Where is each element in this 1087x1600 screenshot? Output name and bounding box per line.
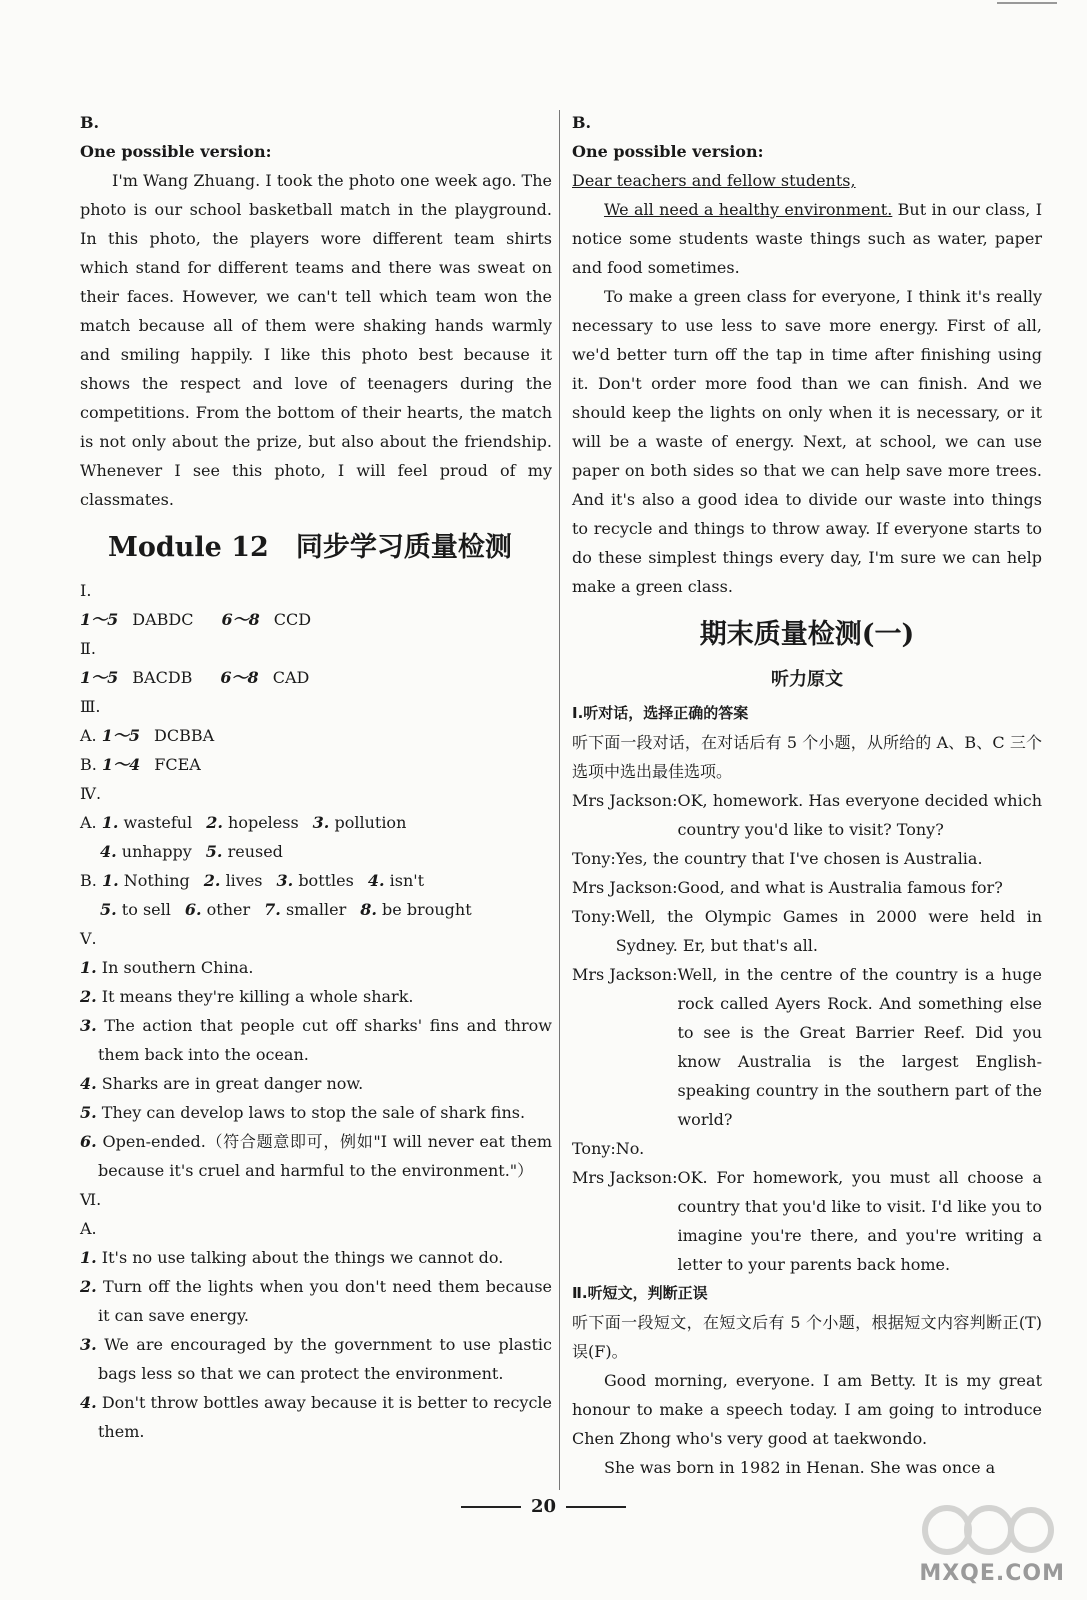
left-b-label: B. [80,113,100,132]
sentence-answer: Sharks are in great danger now. [101,1074,364,1093]
section-numeral: Ⅱ. [80,639,96,658]
section-1-instructions: 听下面一段对话，在对话后有 5 个小题，从所给的 A、B、C 三个选项中选出最佳选项。 [572,733,1042,781]
sentence-answer: It means they're killing a whole shark. [101,987,414,1006]
range: 1～5 [80,668,119,687]
part-label: B. [80,871,97,890]
letter-paragraph-1 [572,195,1042,282]
word-answer: other [206,900,251,919]
sentence-answer: We are encouraged by the government to use plastic bags less so that we can protect the environment. [98,1335,552,1383]
range: 1～5 [101,726,141,745]
answer: DABDC [132,610,194,629]
speech-text: Yes, the country that I've chosen is Australia. [615,849,983,868]
answers-section-3 [80,692,552,779]
dialogue-line [572,902,1042,960]
word-answer: to sell [121,900,171,919]
range: 6～8 [221,610,260,629]
speaker-name: Tony: [572,907,616,926]
footer-ornament-left [461,1506,521,1508]
top-rule [997,2,1057,4]
speaker-name: Mrs Jackson: [572,1168,678,1187]
dialogue [572,786,1042,1279]
speech-paragraph-1: Good morning, everyone. I am Betty. It is my great honour to make a speech today. I am going to introduce Chen Zhong who's very good at taekwondo. [572,1371,1042,1448]
dialogue-line [572,786,1042,844]
exam-title: 期末质量检测(一) [699,619,915,650]
speech-text: OK, homework. Has everyone decided which country you'd like to visit? Tony? [677,791,1042,839]
speaker-name: Tony: [572,1139,616,1158]
answer: FCEA [154,755,201,774]
left-version-label: One possible version: [80,142,272,161]
dialogue-line [572,1134,1042,1163]
word-answer: bottles [298,871,354,890]
sentence-answer: They can develop laws to stop the sale of shark fins. [101,1103,526,1122]
sentence-answer: Open-ended.（符合题意即可，例如"I will never eat them because it's cruel and harmful to the environment."） [98,1132,552,1180]
speaker-name: Mrs Jackson: [572,878,678,897]
word-answer: hopeless [228,813,299,832]
section-numeral: Ⅰ. [80,581,92,600]
speech-text: OK. For homework, you must all choose a country that you'd like to visit. I'd like you to imagine you're there, and you're writing a letter to your parents back home. [677,1168,1042,1274]
answers-section-5: Ⅴ. 1. In southern China. 2. It means they're killing a whole shark. 3. The action that people cut off sharks' fins and throw them back into the ocean. 4. Sharks are in great danger now. 5. They can develop laws to stop the sale of shark fins. 6. Open-ended.（符合题意即可，例如"I will never eat them because it's cruel and harmful to the environment."） [80,924,552,1185]
listening-title: 听力原文 [771,669,843,690]
dialogue-line [572,1163,1042,1279]
sentence-answer: It's no use talking about the things we cannot do. [101,1248,504,1267]
left-column [80,108,552,1446]
speech-text: Well, the Olympic Games in 2000 were held in Sydney. Er, but that's all. [615,907,1042,955]
answers-section-2 [80,634,552,692]
answer: CAD [272,668,310,687]
dialogue-line [572,873,1042,902]
part-label: A. [80,726,97,745]
word-answer: unhappy [121,842,192,861]
word-answer: pollution [334,813,407,832]
word-answer: be brought [382,900,472,919]
section-2-instructions: 听下面一段短文，在短文后有 5 个小题，根据短文内容判断正(T)误(F)。 [572,1313,1042,1361]
paragraph-text: But in our class, I notice some students waste things such as water, paper and food sometimes. [572,200,1043,277]
dialogue-line [572,960,1042,1134]
right-version-label: One possible version: [572,142,764,161]
topic-sentence: We all need a healthy environment. [604,200,893,219]
letter-greeting: Dear teachers and fellow students, [572,171,856,190]
right-b-label: B. [572,113,592,132]
part-label: A. [80,1219,97,1238]
speech-paragraph-2: She was born in 1982 in Henan. She was once a [604,1458,996,1477]
word-answer: lives [225,871,263,890]
left-essay: I'm Wang Zhuang. I took the photo one week ago. The photo is our school basketball match in the playground. In this photo, the players wore different team shirts which stand for different teams and there was sweat on their faces. However, we can't tell which team won the match because all of them were shaking hands warmly and smiling happily. I like this photo best because it shows the respect and love of teenagers during the competitions. From the bottom of their hearts, the match is not only about the prize, but also about the friendship. Whenever I see this photo, I will feel proud of my classmates. [80,171,552,509]
section-numeral: Ⅵ. [80,1190,102,1209]
speech-text: Well, in the centre of the country is a huge rock called Ayers Rock. And something else to see is the Great Barrier Reef. Did you know Australia is the largest English-speaking country in the southern part of the world? [677,965,1042,1129]
word-answer: isn't [389,871,425,890]
watermark-text: MXQE.COM [919,1561,1065,1586]
letter-paragraph-2: To make a green class for everyone, I think it's really necessary to use less to save more energy. First of all, we'd better turn off the tap in time after finishing using it. Don't order more food than we can finish. And we should keep the lights on only when it is necessary, or it will be a waste of energy. Next, at school, we can use paper on both sides so that we can help save more trees. And it's also a good idea to divide our waste into things to recycle and things to throw away. If everyone starts to do these simplest things every day, I'm sure we can help make a green class. [572,287,1042,596]
answers-section-4: Ⅳ. A. 1. wasteful 2. hopeless 3. pollution 4. unhappy 5. reused B. 1. Nothing 2. lives 3. bottles 4. isn't 5. to sell 6. other 7. smaller 8. be brought [80,779,552,924]
word-answer: smaller [285,900,347,919]
range: 1～4 [101,755,141,774]
range: 1～5 [80,610,119,629]
word-answer: reused [227,842,283,861]
answer: BACDB [132,668,193,687]
speech-text: Good, and what is Australia famous for? [677,878,1003,897]
speech-text: No. [615,1139,645,1158]
section-numeral: Ⅳ. [80,784,102,803]
column-divider [559,110,560,1490]
answer: CCD [273,610,312,629]
module-title: Module 12 同步学习质量检测 [108,532,512,563]
answers-section-1 [80,576,552,634]
section-1-title: Ⅰ.听对话，选择正确的答案 [572,704,749,722]
word-answer: wasteful [123,813,193,832]
sentence-answer: The action that people cut off sharks' fins and throw them back into the ocean. [98,1016,553,1064]
speaker-name: Mrs Jackson: [572,791,678,810]
range: 6～8 [220,668,259,687]
part-label: B. [80,755,97,774]
right-column [572,108,1042,1482]
speaker-name: Tony: [572,849,616,868]
sentence-answer: Turn off the lights when you don't need them because it can save energy. [98,1277,552,1325]
page-number: 20 [530,1496,557,1517]
sentence-answer: Don't throw bottles away because it is better to recycle them. [98,1393,553,1441]
part-label: A. [80,813,97,832]
dialogue-line [572,844,1042,873]
section-2-title: Ⅱ.听短文，判断正误 [572,1284,708,1302]
footer-ornament-right [566,1506,626,1508]
section-numeral: Ⅴ. [80,929,97,948]
word-answer: Nothing [123,871,190,890]
sentence-answer: In southern China. [101,958,254,977]
answer: DCBBA [154,726,215,745]
answers-section-6: Ⅵ. A. 1. It's no use talking about the things we cannot do. 2. Turn off the lights when you don't need them because it can save energy. 3. We are encouraged by the government to use plastic bags less so that we can protect the environment. 4. Don't throw bottles away because it is better to recycle them. [80,1185,552,1446]
speaker-name: Mrs Jackson: [572,965,678,984]
section-numeral: Ⅲ. [80,697,101,716]
